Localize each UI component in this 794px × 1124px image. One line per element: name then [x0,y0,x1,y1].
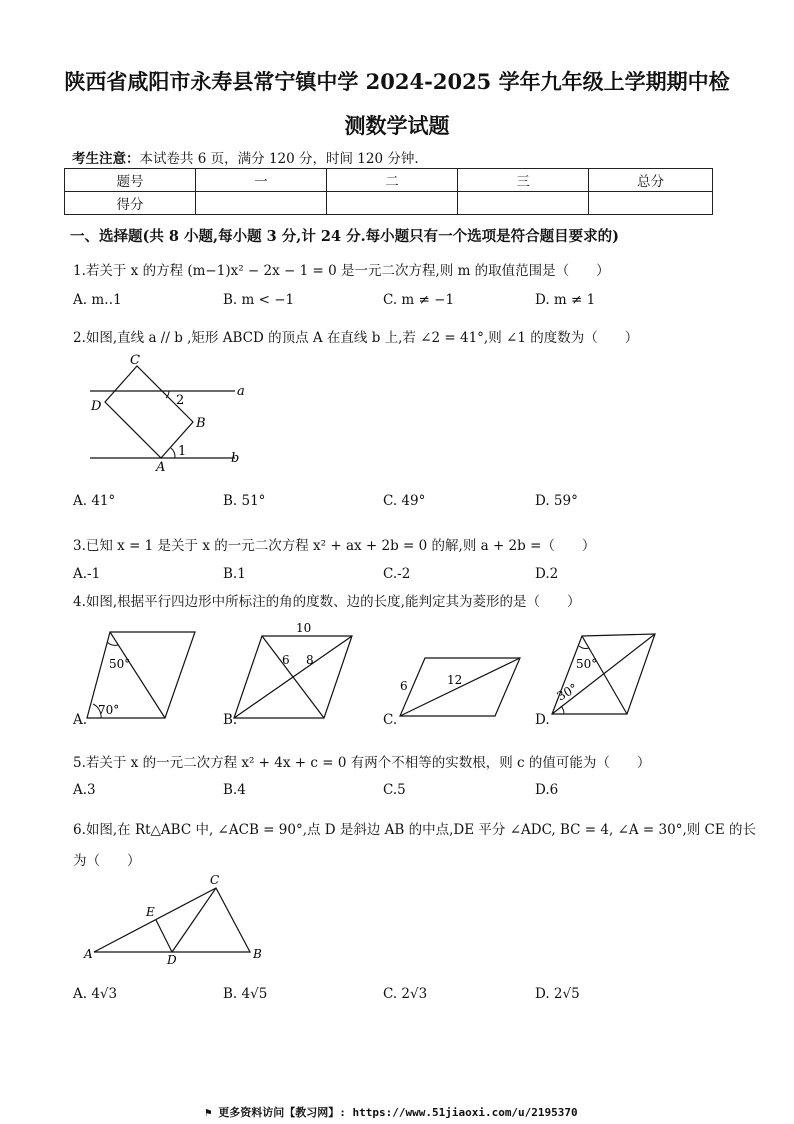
table-cell: 得分 [65,192,196,215]
label-d: D [91,399,102,414]
figure-4c-parallelogram [395,650,525,720]
segment-6-label: 6 [282,653,290,667]
question-3-stem: 3.已知 x = 1 是关于 x 的一元二次方程 x² + ax + 2b = 0 的解,则 a + 2b =（ ） [73,538,596,554]
figure-4a-parallelogram [85,628,200,723]
option-b: B. [223,712,238,728]
option-b: B.1 [223,566,246,582]
table-row [65,169,713,192]
table-cell [327,192,458,215]
diagonal-12-label: 12 [447,673,463,687]
option-a: A. [73,712,88,728]
table-cell [589,192,713,215]
label-b: B [253,947,262,961]
option-d: D. 2√5 [535,986,580,1002]
option-c: C. 49° [383,493,426,509]
table-cell [196,192,327,215]
label-c: C [210,873,220,887]
option-d: D.6 [535,782,559,798]
question-6-stem: 6.如图,在 Rt△ABC 中, ∠ACB = 90°,点 D 是斜边 AB 的中点,DE 平分 ∠ADC, BC = 4, ∠A = 30°,则 CE 的长 [73,822,757,838]
option-d: D. 59° [535,493,578,509]
notice [72,147,419,167]
figure-rectangle-parallel-lines [85,350,265,475]
option-b: B.4 [223,782,246,798]
option-d: D.2 [535,566,559,582]
exam-title-line2: 测数学试题 [344,113,450,138]
label-a: A [156,460,166,475]
exam-title-line1: 陕西省咸阳市永寿县常宁镇中学 2024-2025 学年九年级上学期期中检 [64,69,730,94]
table-cell [458,192,589,215]
figure-4d-parallelogram [547,630,662,720]
footer-link[interactable] [205,1104,578,1120]
side-6-label: 6 [400,679,408,693]
option-c: C. 2√3 [383,986,428,1002]
label-b: B [196,416,206,431]
side-10-label: 10 [296,621,312,635]
label-e: E [146,905,155,919]
option-a: A. m‥1 [73,292,122,308]
label-d: D [167,953,177,964]
option-b: B. m < −1 [223,292,295,308]
option-c: C. [383,712,398,728]
option-c: C.5 [383,782,406,798]
segment-8-label: 8 [306,653,314,667]
label-a-line: a [237,384,245,399]
question-6-stem-cont: 为（ ） [73,853,141,869]
footer-text: 更多资料访问【教习网】: https://www.51jiaoxi.com/u/2195370 [218,1106,578,1119]
option-c: C.-2 [383,566,411,582]
angle-1-label: 1 [178,444,187,459]
option-a: A.-1 [73,566,101,582]
angle-50-label: 50° [109,657,131,671]
angle-70-label: 70° [98,703,120,717]
option-a: A.3 [73,782,96,798]
label-b-line: b [231,451,240,466]
table-row [65,192,713,215]
question-2-stem: 2.如图,直线 a // b ,矩形 ABCD 的顶点 A 在直线 b 上,若 ∠2 = 41°,则 ∠1 的度数为（ ） [73,330,639,346]
option-d: D. [535,712,550,728]
question-1-stem: 1.若关于 x 的方程 (m−1)x² − 2x − 1 = 0 是一元二次方程,则 m 的取值范围是（ ） [73,263,610,279]
notice-label: 考生注意： [72,151,140,167]
notice-text: 本试卷共 6 页，满分 120 分，时间 120 分钟. [139,151,419,167]
table-cell: 总分 [589,169,713,192]
option-c: C. m ≠ −1 [383,292,455,308]
table-cell: 题号 [65,169,196,192]
angle-50-label: 50° [576,657,598,671]
score-table [64,168,713,215]
question-4-stem: 4.如图,根据平行四边形中所标注的角的度数、边的长度,能判定其为菱形的是（ ） [73,594,581,610]
option-b: B. 4√5 [223,986,268,1002]
angle-2-label: 2 [176,393,185,408]
flag-icon: ⚑ [205,1106,219,1119]
option-a: A. 41° [73,493,116,509]
label-c: C [130,353,140,368]
figure-right-triangle [82,872,272,964]
section-heading: 一、选择题(共 8 小题,每小题 3 分,计 24 分.每小题只有一个选项是符合题目要求的) [70,228,620,245]
option-d: D. m ≠ 1 [535,292,596,308]
question-5-stem: 5.若关于 x 的一元二次方程 x² + 4x + c = 0 有两个不相等的实数根，则 c 的值可能为（ ） [73,755,651,771]
option-a: A. 4√3 [73,986,118,1002]
table-cell: 一 [196,169,327,192]
table-cell: 二 [327,169,458,192]
figure-4b-parallelogram [232,618,357,723]
table-cell: 三 [458,169,589,192]
label-a: A [84,947,93,961]
angle-30-label: 30° [554,680,580,704]
option-b: B. 51° [223,493,266,509]
